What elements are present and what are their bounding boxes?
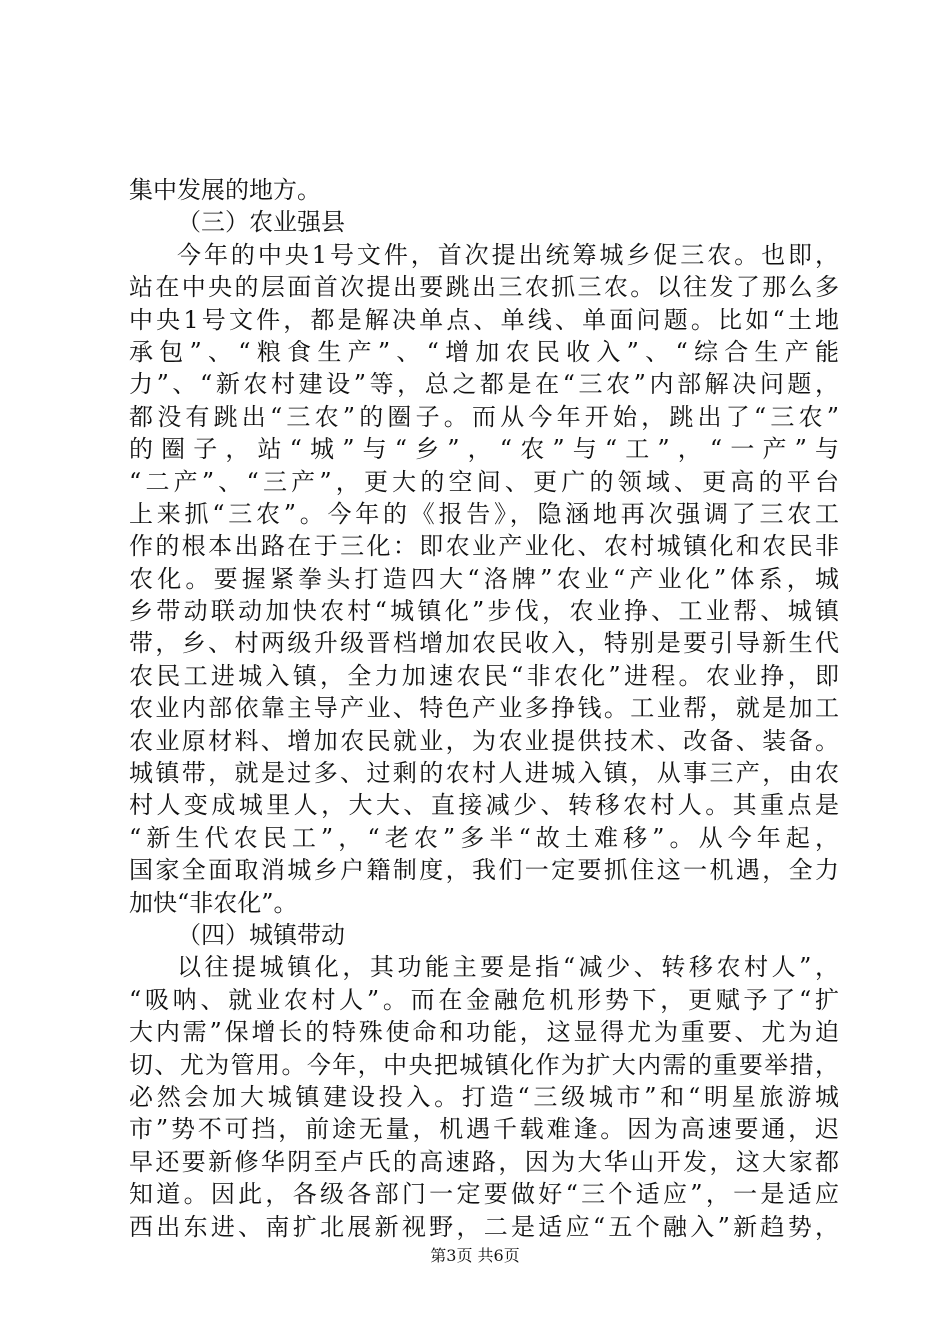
text-line: 农民工进城入镇，全力加速农民“非农化”进程。农业挣，即 <box>129 661 839 690</box>
text-line: 承包”、“粮食生产”、“增加农民收入”、“综合生产能 <box>129 337 839 366</box>
text-line: 中央1号文件，都是解决单点、单线、单面问题。比如“土地 <box>129 305 839 334</box>
text-line: （四）城镇带动 <box>177 920 345 949</box>
page-footer: 第3页 共6页 <box>430 1246 520 1265</box>
text-line: “新生代农民工”，“老农”多半“故土难移”。从今年起， <box>129 823 839 852</box>
text-line: 集中发展的地方。 <box>129 176 321 204</box>
text-line: 村人变成城里人，大大、直接减少、转移农村人。其重点是 <box>129 791 839 820</box>
text-line: 西出东进、南扩北展新视野，二是适应“五个融入”新趋势， <box>129 1212 839 1241</box>
text-line: 农化。要握紧拳头打造四大“洛牌”农业“产业化”体系，城 <box>129 564 839 593</box>
text-line: 农业原材料、增加农民就业，为农业提供技术、改备、装备。 <box>129 726 839 755</box>
text-line: 以往提城镇化，其功能主要是指“减少、转移农村人”， <box>177 953 839 982</box>
text-line: （三）农业强县 <box>177 208 345 237</box>
text-line: 农业内部依靠主导产业、特色产业多挣钱。工业帮，就是加工 <box>129 694 839 723</box>
text-line: 站在中央的层面首次提出要跳出三农抓三农。以往发了那么多 <box>129 273 839 302</box>
text-line: 大内需”保增长的特殊使命和功能，这显得尤为重要、尤为迫 <box>129 1018 839 1047</box>
text-line: 早还要新修华阴至卢氏的高速路，因为大华山开发，这大家都 <box>129 1147 839 1176</box>
text-line: 知道。因此，各级各部门一定要做好“三个适应”，一是适应 <box>129 1180 839 1209</box>
text-line: 国家全面取消城乡户籍制度，我们一定要抓住这一机遇，全力 <box>129 856 839 885</box>
text-line: 今年的中央1号文件，首次提出统筹城乡促三农。也即， <box>177 240 839 269</box>
body-text <box>129 174 839 1243</box>
text-line: 市”势不可挡，前途无量，机遇千载难逢。因为高速要通，迟 <box>129 1115 839 1144</box>
text-line: 的圈子，站“城”与“乡”，“农”与“工”，“一产”与 <box>129 435 839 464</box>
text-line: 加快“非农化”。 <box>129 888 298 917</box>
text-line: 必然会加大城镇建设投入。打造“三级城市”和“明星旅游城 <box>129 1082 839 1111</box>
text-line: 切、尤为管用。今年，中央把城镇化作为扩大内需的重要举措， <box>129 1050 839 1079</box>
text-line: 带，乡、村两级升级晋档增加农民收入，特别是要引导新生代 <box>129 629 839 658</box>
text-line: “二产”、“三产”，更大的空间、更广的领域、更高的平台 <box>129 467 839 496</box>
text-line: 力”、“新农村建设”等，总之都是在“三农”内部解决问题， <box>129 370 839 399</box>
text-line: 乡带动联动加快农村“城镇化”步伐，农业挣、工业帮、城镇 <box>129 597 839 626</box>
text-line: 城镇带，就是过多、过剩的农村人进城入镇，从事三产，由农 <box>129 759 839 788</box>
text-line: 上来抓“三农”。今年的《报告》，隐涵地再次强调了三农工 <box>129 499 839 528</box>
text-line: 都没有跳出“三农”的圈子。而从今年开始，跳出了“三农” <box>129 402 839 431</box>
text-line: “吸呐、就业农村人”。而在金融危机形势下，更赋予了“扩 <box>129 985 839 1014</box>
text-line: 作的根本出路在于三化：即农业产业化、农村城镇化和农民非 <box>129 532 839 561</box>
